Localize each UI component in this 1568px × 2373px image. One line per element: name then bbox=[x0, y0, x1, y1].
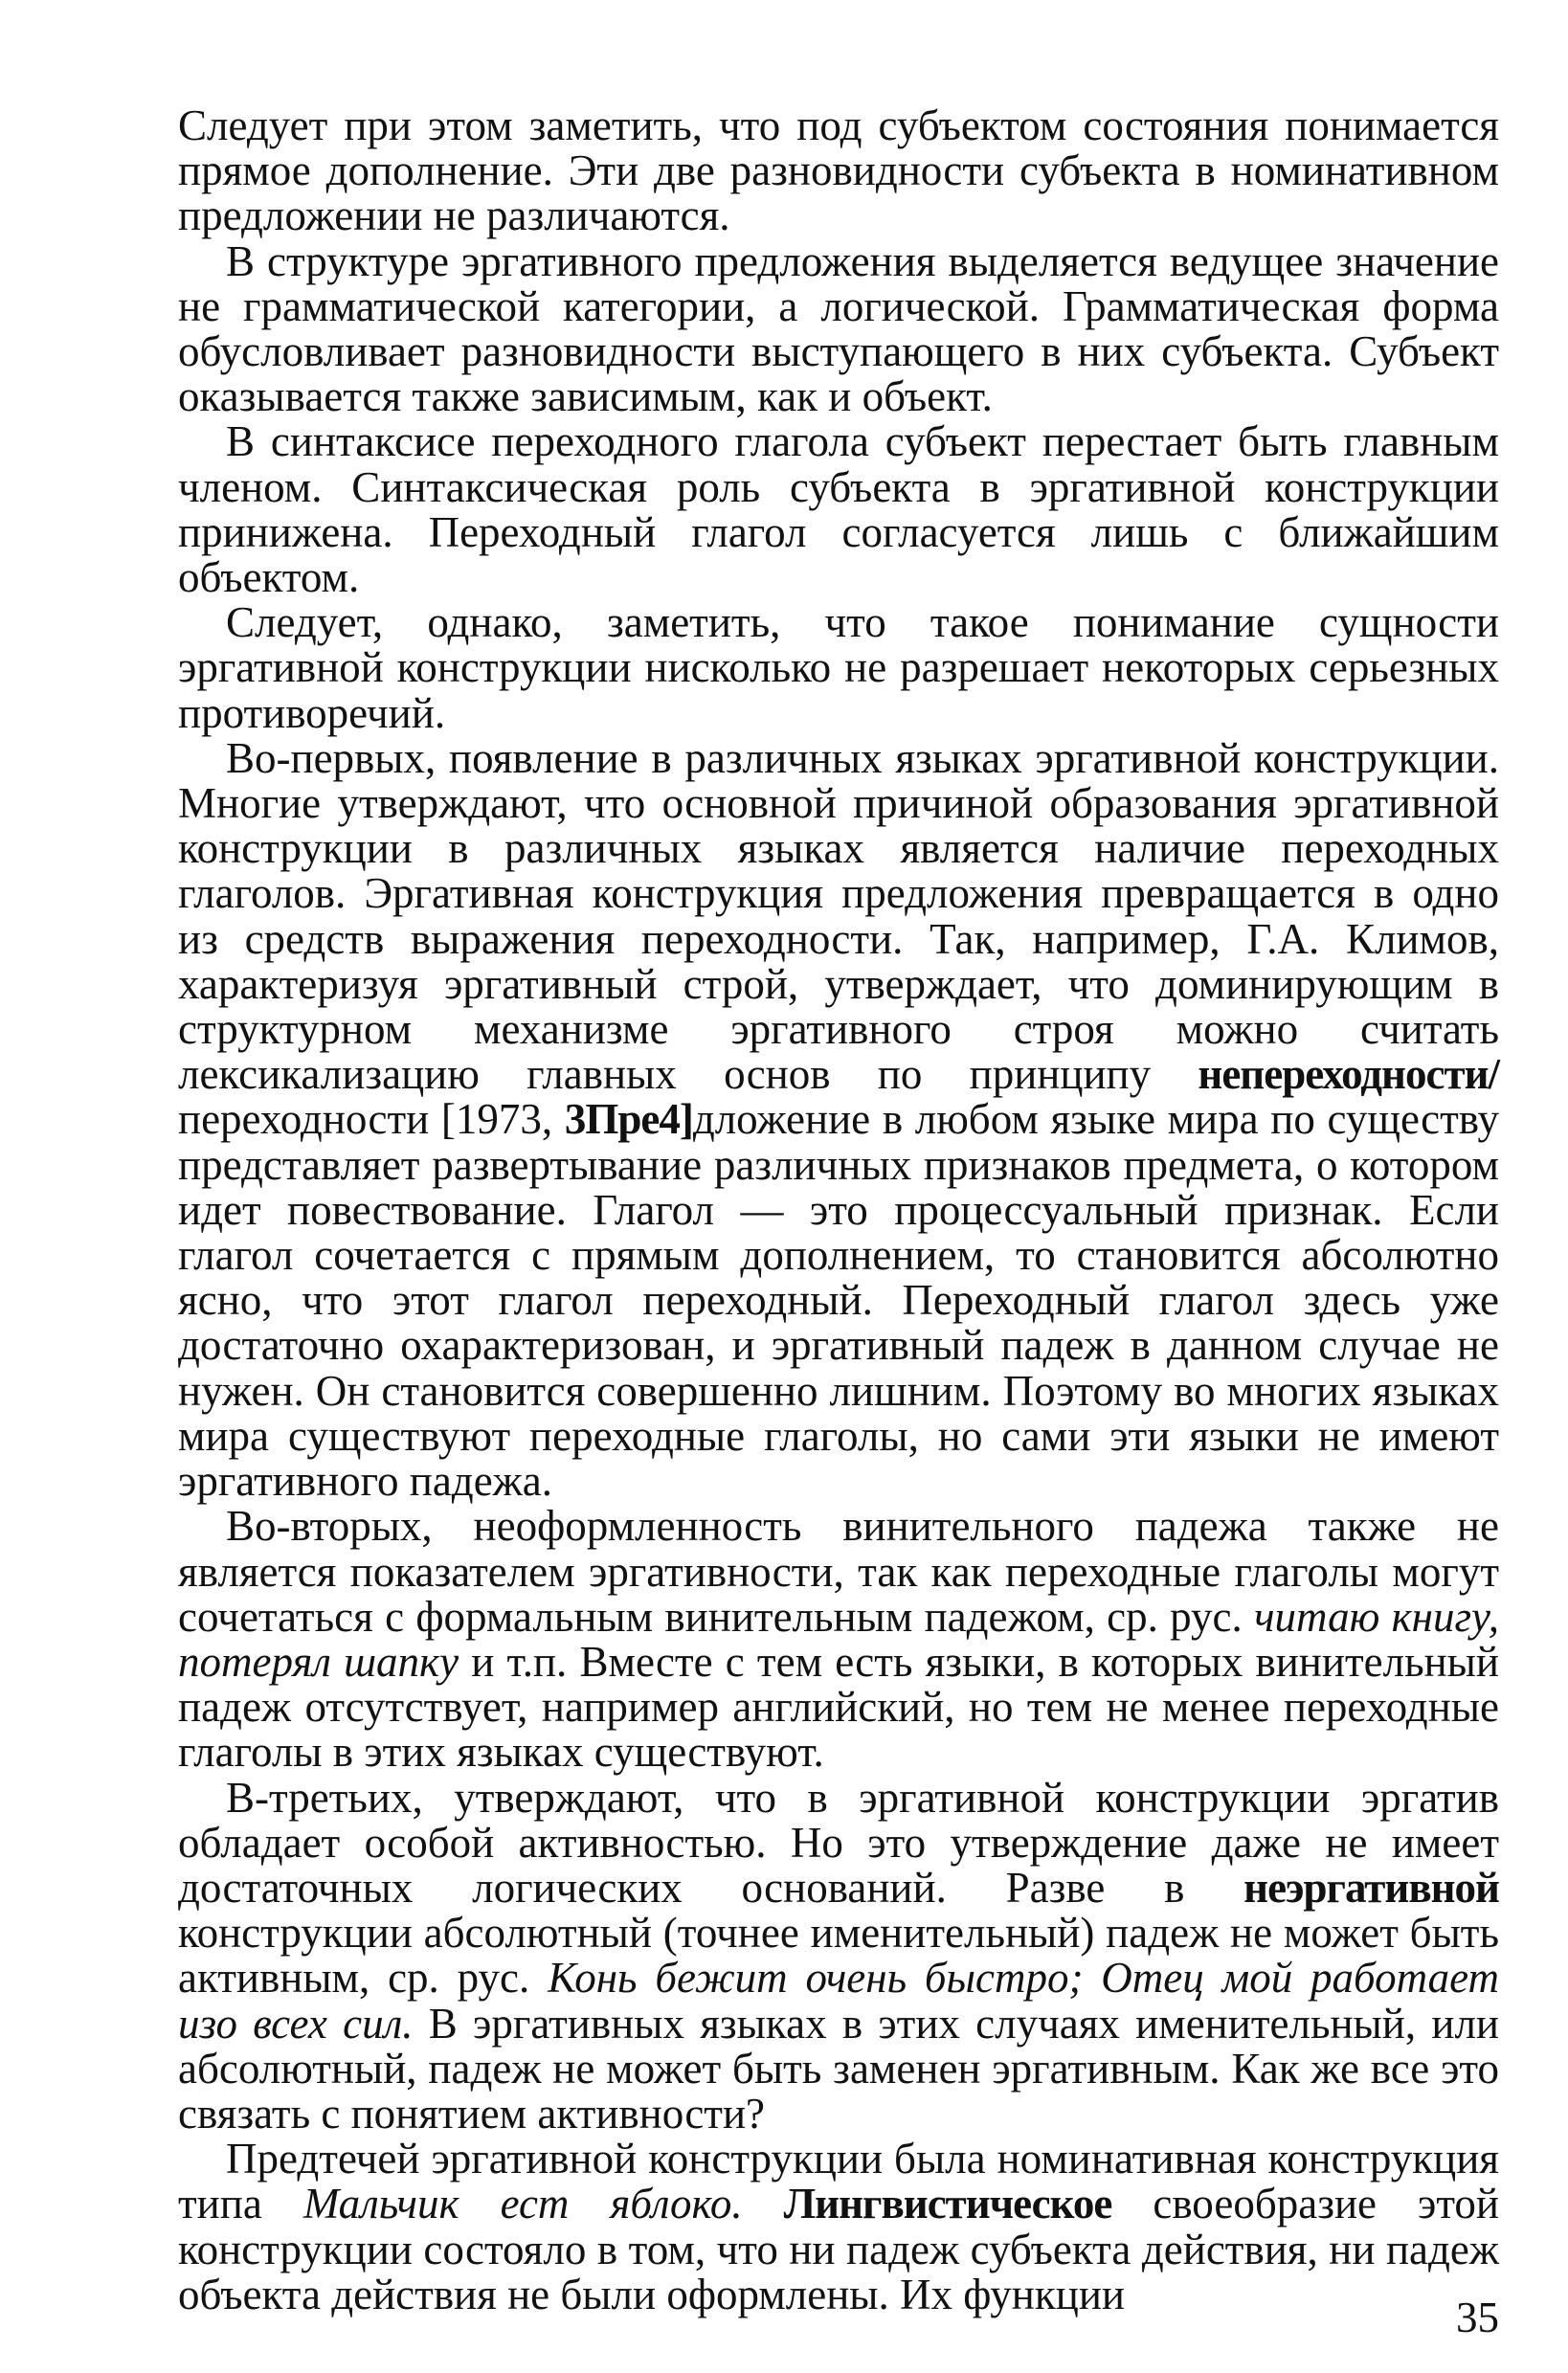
paragraph-8-text-a: Предтечей эргативной конструкции была номинативная конструкция типа bbox=[178, 2135, 1499, 2228]
paragraph-5-overlap-term: непереходности/ bbox=[1198, 1050, 1499, 1099]
paragraph-7-text-c: В эргативных языках в этих случаях именительный, или абсолютный, падеж не может быть заменен эргативным. Как же все это связать с понятием активности? bbox=[178, 1999, 1499, 2138]
paragraph-3-text: В синтаксисе переходного глагола субъект перестает быть главным членом. Синтаксическая роль субъекта в эргативной конструкции принижена. Переходный глагол согласуется лишь с ближайшим объектом. bbox=[178, 417, 1499, 602]
page-number: 35 bbox=[1456, 2294, 1499, 2341]
paragraph-5 bbox=[178, 733, 1499, 1506]
paragraph-5-text-b: переходности [1973, bbox=[178, 1095, 565, 1144]
paragraph-2 bbox=[178, 236, 1499, 421]
paragraph-8-space bbox=[743, 2180, 784, 2227]
paragraph-3 bbox=[178, 419, 1499, 600]
paragraph-7-text-b: конструкции абсолютный (точнее именительный) падеж не может быть активным, ср. рус. bbox=[178, 1909, 1499, 2003]
paragraph-6 bbox=[178, 1504, 1499, 1775]
paragraph-7 bbox=[178, 1773, 1499, 2138]
paragraph-4 bbox=[178, 600, 1499, 736]
paragraph-8-overlap-term: Лингвистическое bbox=[783, 2180, 1112, 2228]
paragraph-7-text-a: В-третьих, утверждают, что в эргативной конструкции эргатив обладает особой активностью. Но это утверждение даже не имеет достаточных логических оснований. Разве в bbox=[178, 1773, 1499, 1912]
paragraph-5-overlap-citation: 3Пре4] bbox=[564, 1095, 693, 1144]
paragraph-2-text: В структуре эргативного предложения выделяется ведущее значение не грамматической категории, а логической. Грамматическая форма обусловливает разновидности выступающего в них субъекта. Субъект оказывается также зависимым, как и объект. bbox=[178, 236, 1499, 421]
paragraph-8-example: Мальчик ест яблоко. bbox=[302, 2180, 743, 2228]
paragraph-1 bbox=[178, 103, 1499, 239]
paragraph-4-text: Следует, однако, заметить, что такое понимание сущности эргативной конструкции нисколько не разрешает некоторых серьезных противоречий. bbox=[178, 598, 1499, 737]
paragraph-5-text-c: дложение в любом языке мира по существу представляет развертывание различных признаков предмета, о котором идет повествование. Глагол — это процессуальный признак. Если глагол сочетается с прямым дополнением, то становится абсолютно ясно, что этот глагол переходный. Переходный глагол здесь уже достаточно охарактеризован, и эргативный падеж в данном случае не нужен. Он становится совершенно лишним. Поэтому во многих языках мира существуют переходные глаголы, но сами эти языки не имеют эргативного падежа. bbox=[178, 1095, 1499, 1506]
paragraph-8-text-c: своеобразие этой конструкции состояло в том, что ни падеж субъекта действия, ни падеж объекта действия не были оформлены. Их функции bbox=[178, 2180, 1500, 2318]
paragraph-6-example: читаю книгу, потерял шапку bbox=[178, 1592, 1500, 1686]
paragraph-1-text: Следует при этом заметить, что под субъектом состояния понимается прямое дополнение. Эти две разновидности субъекта в номинативном предложении не различаются. bbox=[178, 101, 1499, 240]
paragraph-7-overlap-term: неэргативной bbox=[1243, 1863, 1499, 1912]
paragraph-5-text-a: Во-первых, появление в различных языках эргативной конструкции. Многие утверждают, что основной причиной образования эргативной конструкции в различных языках является наличие переходных глаголов. Эргативная конструкция предложения превращается в одно из средств выражения переходности. Так, например, Г.А. Климов, характеризуя эргативный строй, утверждает, что доминирующим в структурном механизме эргативного строя можно считать лексикализацию главных основ по принципу bbox=[178, 733, 1499, 1099]
paragraph-7-example: Конь бежит очень быстро; Отец мой работает изо всех сил. bbox=[178, 1954, 1499, 2048]
paragraph-8 bbox=[178, 2137, 1499, 2317]
paragraph-6-text-a: Во-вторых, неоформленность винительного падежа также не является показателем эргативности, так как переходные глаголы могут сочетаться с формальным винительным падежом, ср. рус. bbox=[178, 1502, 1499, 1641]
page-body bbox=[178, 103, 1499, 2317]
paragraph-6-text-b: и т.п. Вместе с тем есть языки, в которых винительный падеж отсутствует, например английский, но тем не менее переходные глаголы в этих языках существуют. bbox=[178, 1637, 1499, 1777]
